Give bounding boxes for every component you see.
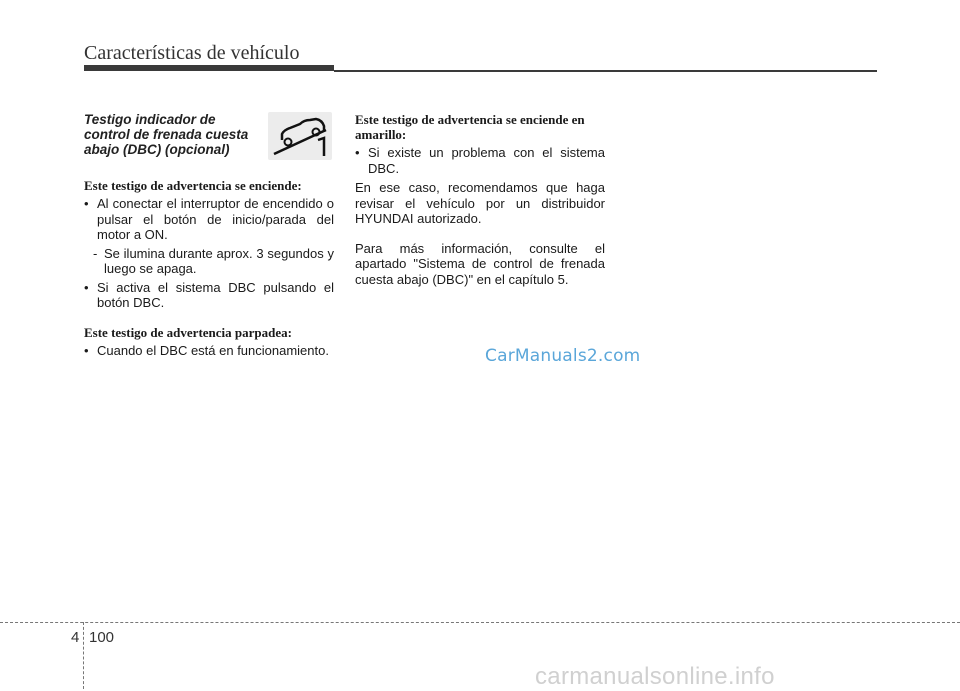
list-subitem: - Se ilumina durante aprox. 3 segundos y luego se apaga. bbox=[93, 245, 334, 276]
watermark: CarManuals2.com bbox=[485, 346, 641, 366]
amber-heading: Este testigo de advertencia se enciende en amarillo: bbox=[355, 112, 585, 142]
list-item: • Si existe un problema con el sistema DBC. bbox=[355, 145, 605, 176]
chapter-number: 4 bbox=[71, 629, 80, 646]
section-title: Testigo indicador de control de frenada cuesta abajo (DBC) (opcional) bbox=[84, 112, 249, 157]
right-column bbox=[355, 112, 605, 287]
header-rule-thin bbox=[334, 70, 877, 72]
paragraph: En ese caso, recomendamos que haga revisar el vehículo por un distribuidor HYUNDAI autorizado. bbox=[355, 180, 605, 226]
footer-divider bbox=[0, 622, 960, 623]
page-number: 100 bbox=[89, 629, 115, 646]
header-rule-thick bbox=[84, 65, 334, 71]
page-header-title: Características de vehículo bbox=[84, 42, 300, 64]
hill-descent-control-icon bbox=[268, 112, 332, 160]
site-footer-watermark: carmanualsonline.info bbox=[535, 663, 775, 690]
list-item: • Al conectar el interruptor de encendido o pulsar el botón de inicio/parada del motor a ON. bbox=[84, 196, 334, 242]
blink-heading: Este testigo de advertencia parpadea: bbox=[84, 324, 292, 340]
paragraph: Para más información, consulte el apartado "Sistema de control de frenada cuesta abajo (DBC)" en el capítulo 5. bbox=[355, 240, 605, 287]
list-item: • Cuando el DBC está en funcionamiento. bbox=[84, 342, 329, 358]
list-item: • Si activa el sistema DBC pulsando el botón DBC. bbox=[84, 279, 334, 310]
footer-vertical-divider bbox=[83, 622, 84, 689]
on-heading: Este testigo de advertencia se enciende: bbox=[84, 178, 302, 193]
left-column bbox=[84, 112, 334, 358]
